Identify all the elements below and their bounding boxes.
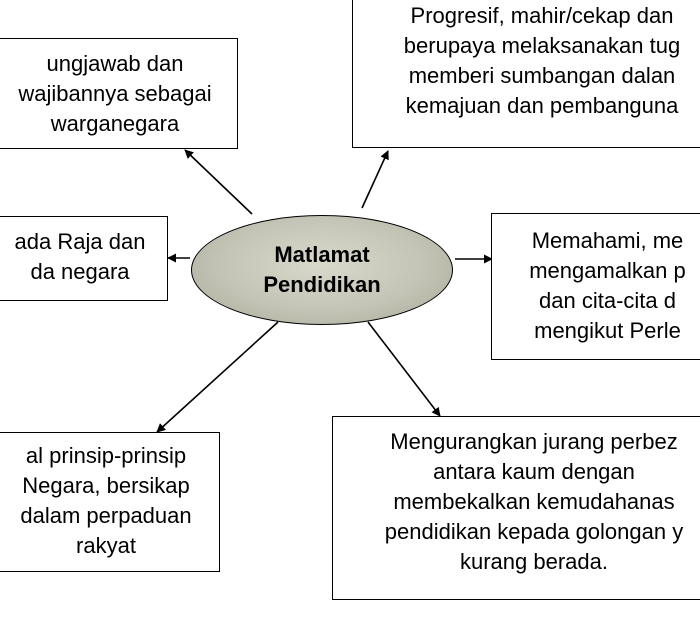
box-top-left — [0, 38, 238, 149]
box-text-line: memberi sumbangan dalan — [408, 63, 676, 88]
arrow-to-top-left — [185, 150, 252, 214]
box-text-line: mengamalkan p — [529, 258, 686, 283]
box-text-line: antara kaum dengan — [433, 459, 635, 484]
center-title-line2: Pendidikan — [263, 272, 381, 297]
box-top-right — [352, 0, 700, 148]
box-bottom-right — [332, 416, 700, 600]
box-text-line: dan cita-cita d — [539, 288, 676, 313]
box-text-line: ada Raja dan — [14, 229, 146, 254]
box-text-line: kurang berada. — [460, 549, 608, 574]
box-text-line: Memahami, me — [531, 228, 684, 253]
box-text-line: dalam perpaduan — [20, 503, 192, 528]
box-text-line: berupaya melaksanakan tug — [403, 33, 681, 58]
arrow-to-top-right — [362, 151, 388, 208]
box-text-line: mengikut Perle — [534, 318, 681, 343]
box-text-line: membekalkan kemudahanas — [393, 489, 675, 514]
box-bottom-left — [0, 432, 220, 572]
box-text-line: Progresif, mahir/cekap dan — [410, 3, 674, 28]
center-node — [191, 215, 453, 325]
box-text-line: pendidikan kepada golongan y — [384, 519, 684, 544]
box-text-line: ungjawab dan — [46, 51, 184, 76]
box-mid-right — [491, 213, 700, 360]
arrow-to-bottom-left — [157, 322, 278, 432]
box-text-line: kemajuan dan pembanguna — [405, 93, 679, 118]
box-mid-left — [0, 216, 168, 301]
box-text-line: al prinsip-prinsip — [25, 443, 187, 468]
arrow-to-bottom-right — [368, 322, 440, 416]
box-text-line: wajibannya sebagai — [18, 81, 212, 106]
box-text-line: Negara, bersikap — [22, 473, 190, 498]
box-text-line: Mengurangkan jurang perbez — [390, 429, 678, 454]
box-text-line: warganegara — [50, 111, 180, 136]
box-text-line: da negara — [30, 259, 130, 284]
box-text-line: rakyat — [76, 533, 136, 558]
center-title-line1: Matlamat — [274, 242, 370, 267]
